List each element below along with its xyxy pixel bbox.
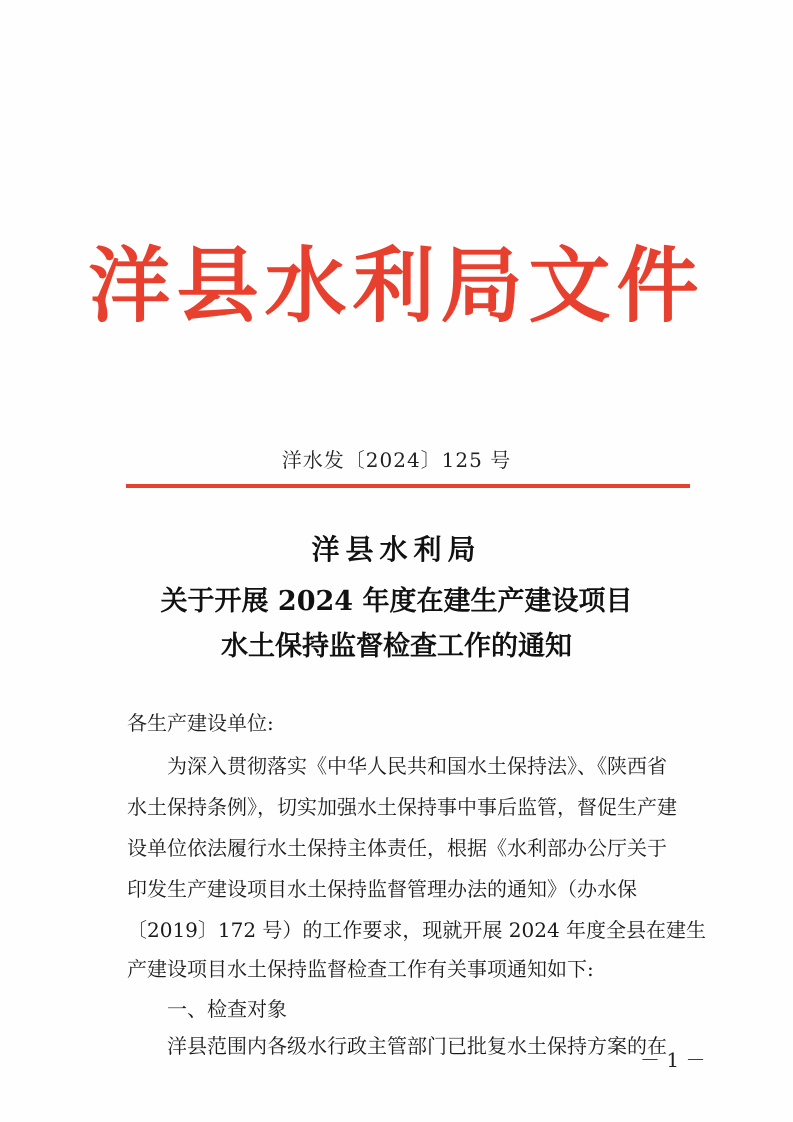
body-paragraph-line: 设单位依法履行水土保持主体责任，根据《水利部办公厅关于 [127,836,667,860]
section-body-line: 洋县范围内各级水行政主管部门已批复水土保持方案的在 [167,1034,667,1058]
body-paragraph-line: 〔2019〕172 号）的工作要求，现就开展 2024 年度全县在建生 [127,918,707,942]
page-number: － 1 － [640,1048,706,1072]
body-paragraph-line: 水土保持条例》，切实加强水土保持事中事后监管，督促生产建 [127,795,677,819]
body-paragraph-line: 印发生产建设项目水土保持监督管理办法的通知》（办水保 [127,877,637,901]
body-paragraph-line: 产建设项目水土保持监督检查工作有关事项通知如下: [127,957,594,981]
document-header-title: 洋县水利局文件 [88,239,705,334]
section-heading: 一、检查对象 [167,997,287,1021]
salutation: 各生产建设单位: [127,711,274,735]
red-separator-line [126,484,690,488]
notice-title-line-1: 关于开展 2024 年度在建生产建设项目 [160,586,633,617]
issuer-name: 洋县水利局 [311,533,482,566]
notice-title-line-2: 水土保持监督检查工作的通知 [221,631,572,662]
body-paragraph-line: 为深入贯彻落实《中华人民共和国水土保持法》、《陕西省 [167,754,667,778]
document-number: 洋水发〔2024〕125 号 [281,448,512,472]
